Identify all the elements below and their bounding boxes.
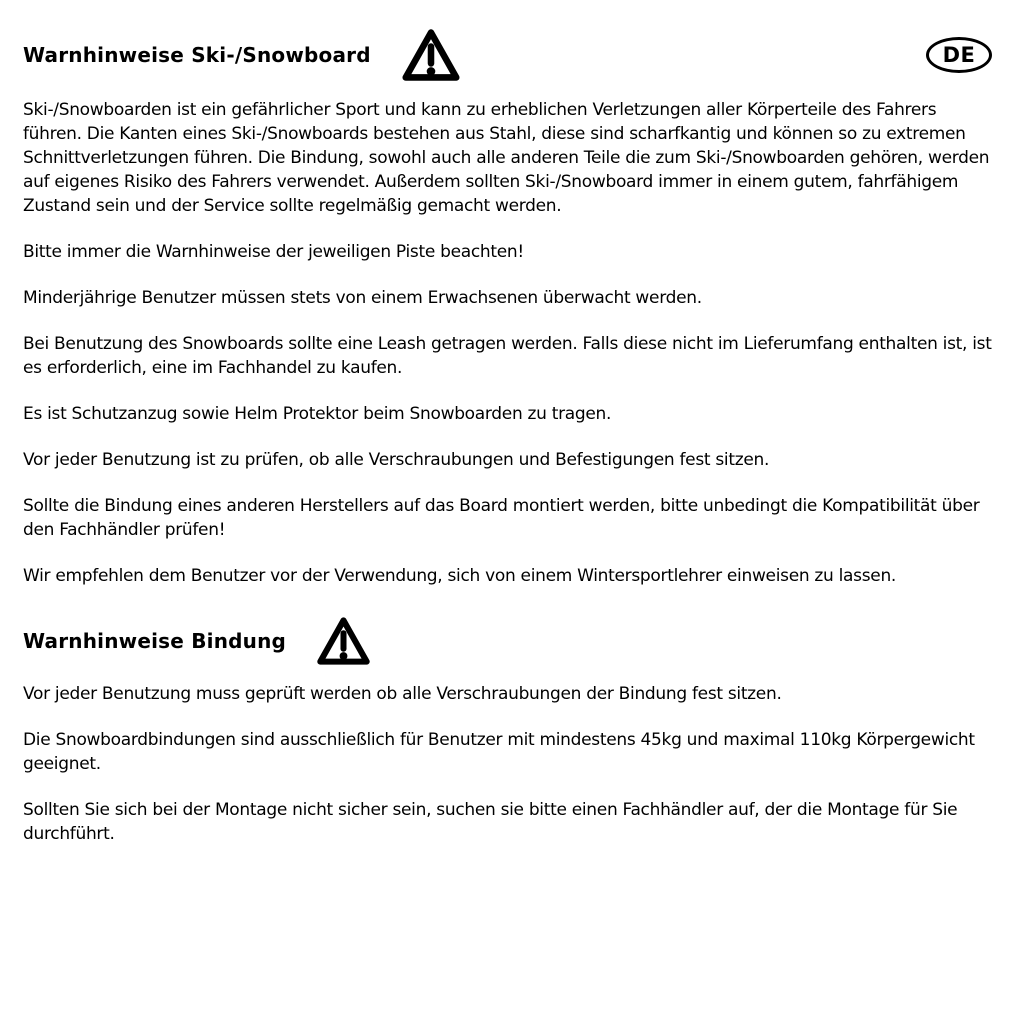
section-body (23, 98, 1000, 588)
warning-triangle-icon (316, 614, 371, 668)
paragraph: Bei Benutzung des Snowboards sollte eine Leash getragen werden. Falls diese nicht im Lieferumfang enthalten ist, ist es erforderlich, eine im Fachhandel zu kaufen. (23, 334, 992, 378)
section-body (23, 682, 1000, 846)
paragraph: Minderjährige Benutzer müssen stets von einem Erwachsenen überwacht werden. (23, 288, 702, 308)
language-badge (926, 37, 992, 73)
language-badge-label: DE (942, 43, 976, 67)
warning-triangle-icon (401, 26, 461, 84)
paragraph: Die Snowboardbindungen sind ausschließlich für Benutzer mit mindestens 45kg und maximal 110kg Körpergewicht geeignet. (23, 730, 975, 774)
section-header (23, 614, 1000, 668)
paragraph: Bitte immer die Warnhinweise der jeweiligen Piste beachten! (23, 242, 524, 262)
section-ski-snowboard (23, 26, 1000, 588)
section-title: Warnhinweise Ski-/Snowboard (23, 43, 371, 67)
paragraph: Vor jeder Benutzung ist zu prüfen, ob alle Verschraubungen und Befestigungen fest sitzen. (23, 450, 770, 470)
section-bindung (23, 614, 1000, 846)
paragraph: Sollte die Bindung eines anderen Herstellers auf das Board montiert werden, bitte unbedingt die Kompatibilität über den Fachhändler prüfen! (23, 496, 980, 540)
section-title: Warnhinweise Bindung (23, 629, 287, 653)
section-header (23, 26, 1000, 84)
paragraph: Wir empfehlen dem Benutzer vor der Verwendung, sich von einem Wintersportlehrer einweisen zu lassen. (23, 566, 897, 586)
paragraph: Sollten Sie sich bei der Montage nicht sicher sein, suchen sie bitte einen Fachhändler auf, der die Montage für Sie durchführt. (23, 800, 958, 844)
paragraph: Ski-/Snowboarden ist ein gefährlicher Sport und kann zu erheblichen Verletzungen aller Körperteile des Fahrers führen. Die Kanten eines Ski-/Snowboards bestehen aus Stahl, diese sind scharfkantig und können so zu extremen Schnittverletzungen führen. Die Bindung, sowohl auch alle anderen Teile die zum Ski-/Snowboarden gehören, werden auf eigenes Risiko des Fahrers verwendet. Außerdem sollten Ski-/Snowboard immer in einem gutem, fahrfähigem Zustand sein und der Service sollte regelmäßig gemacht werden. (23, 100, 990, 216)
paragraph: Es ist Schutzanzug sowie Helm Protektor beim Snowboarden zu tragen. (23, 404, 612, 424)
paragraph: Vor jeder Benutzung muss geprüft werden ob alle Verschraubungen der Bindung fest sitzen. (23, 684, 782, 704)
